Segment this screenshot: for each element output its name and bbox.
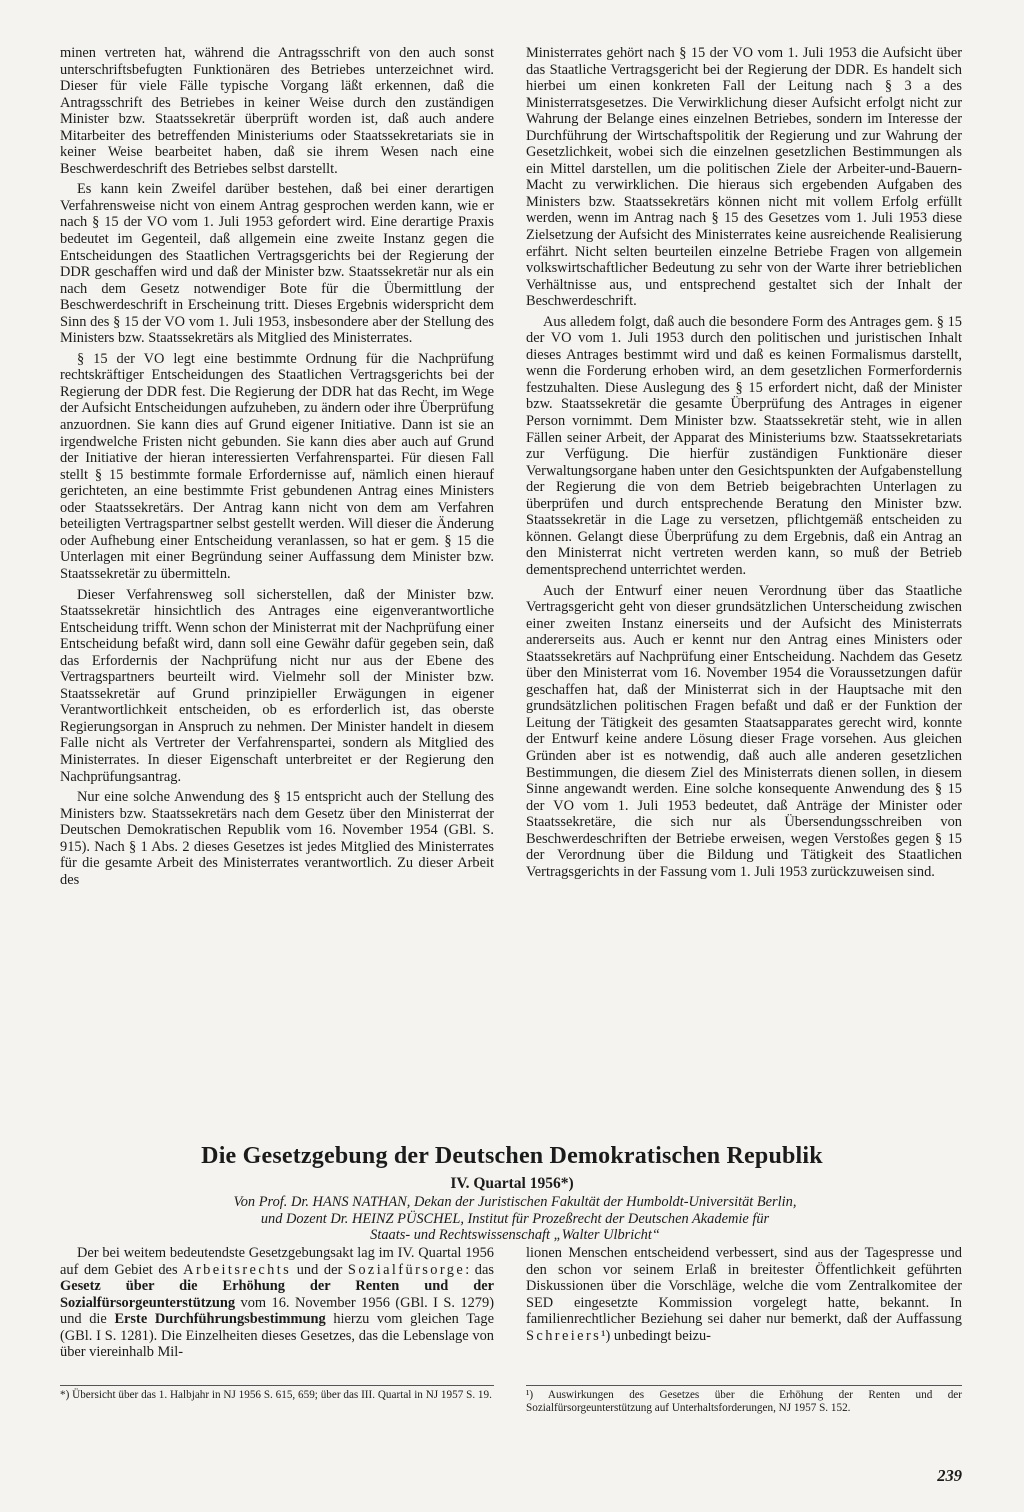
paragraph: Auch der Entwurf einer neuen Verordnung über das Staatliche Vertragsgericht geht von dieser grundsätzlichen Unterscheidung zwischen einer zweiten Instanz einerseits und der Aufsicht des Ministerrats andererseits aus. Auch er kennt nur den Antrag eines Ministers oder Staatssekretärs auf Nachprüfung einer Entscheidung. Nachdem das Gesetz über den Ministerrat vom 16. November 1954 die Voraussetzungen dafür geschaffen hat, daß der Ministerrat sich in der Hauptsache mit den grundsätzlichen politischen Fragen befaßt und daß er der Funktion der Leitung der Tätigkeit des gesamten Staatsapparates gerecht wird, konnte der Entwurf keine andere Lösung dieser Frage vorsehen. Aus gleichen Gründen aber ist es notwendig, daß auch alle anderen gesetzlichen Bestimmungen, die diesem Ziel des Ministerrats dienen sollen, in diesem Sinne angewandt werden. Eine solche konsequente Anwendung des § 15 der VO vom 1. Juli 1953 bedeutet, daß Anträge der Minister oder Staatssekretäre, die sich nur als Übersendungsschreiben von Beschwerdeschriften der Betriebe erweisen, wegen Verstoßes gegen § 15 der Verordnung über die Bildung und Tätigkeit des Staatlichen Vertragsgerichts in der Fassung vom 1. Juli 1953 zurückzuweisen sind. [526, 582, 962, 880]
text-run: : das [465, 1261, 494, 1278]
authors-line: Von Prof. Dr. HANS NATHAN, Dekan der Juristischen Fakultät der Humboldt-Universität Berlin, [233, 1194, 797, 1210]
text-run: Der bei weitem bedeutendste Gesetzgebungsakt lag im IV. Quartal 1956 auf dem Gebiet des [60, 1245, 494, 1278]
article-paragraph [60, 1245, 494, 1361]
text-run: lionen Menschen entscheidend verbessert, sind aus der Tagespresse und den schon vor seinem Erlaß in breitester Öffentlichkeit geführten Diskussionen über die Vorschläge, welche die vom Zentralkomitee der SED eingesetzte Kommission vorgelegt hatte, bekannt. In familienrechtlicher Beziehung sei daher nur bemerkt, daß der Auffassung [526, 1245, 962, 1328]
paragraph: Aus alledem folgt, daß auch die besondere Form des Antrages gem. § 15 der VO vom 1. Juli 1953 durch den politischen und juristischen Inhalt dieses Antrages bestimmt wird und daß es keinen Formalismus darstellt, wenn die Forderung erhoben wird, an dem gesetzlichen Formerfordernis festzuhalten. Diese Auslegung des § 15 erfordert nicht, daß der Minister bzw. Staatssekretär die gesamte Überprüfung des Antrages in eigener Person vornimmt. Dem Minister bzw. Staatssekretär steht, wie in allen Fällen seiner Arbeit, der Apparat des Ministeriums bzw. Staatssekretariats zur Verfügung. Die hierfür zuständigen Funktionäre dieser Verwaltungsorgane haben unter den Gesichtspunkten der Aufgabenstellung der Regierung die von dem Betrieb beigebrachten Unterlagen zu überprüfen und durch entsprechende Beratung den Minister bzw. Staatssekretär in die Lage zu versetzen, pflichtgemäß entscheiden zu können. Gelangt diese Überprüfung zu dem Ergebnis, daß ein Antrag an den Ministerrat nicht vertreten werden kann, so muß der Betrieb dementsprechend unterrichtet werden. [526, 313, 962, 578]
article-authors [100, 1194, 930, 1244]
footnote-left: *) Übersicht über das 1. Halbjahr in NJ 1956 S. 615, 659; über das III. Quartal in NJ 1957 S. 19. [60, 1385, 494, 1402]
emphasis-spaced: Sozialfürsorge [347, 1261, 466, 1278]
article-column-right [526, 1245, 962, 1344]
article-title: Die Gesetzgebung der Deutschen Demokratischen Republik [201, 1143, 823, 1169]
paragraph: Dieser Verfahrensweg soll sicherstellen, daß der Minister bzw. Staatssekretär hinsichtlich des Antrages eine eigenverantwortliche Entscheidung trifft. Wenn schon der Ministerrat mit der Nachprüfung einer Entscheidung befaßt wird, dann soll eine Gewähr dafür gegeben sein, daß das Erfordernis der Nachprüfung nicht nur aus der Ebene des Vertragspartners beurteilt wird. Vielmehr soll der Minister bzw. Staatssekretär auf Grund prinzipieller Erwägungen in eigener Verantwortlichkeit entscheiden, ob es erforderlich ist, das oberste Regierungsorgan in Anspruch zu nehmen. Der Minister handelt in diesem Falle nicht als Vertreter der Verfahrenspartei, sondern als Mitglied des Ministerrates. In dieser Eigenschaft unterbreitet er der Regierung den Nachprüfungsantrag. [60, 586, 494, 785]
text-run: vom 16. November 1956 (GBl. I S. 1279) und die [60, 1294, 494, 1328]
paragraph: § 15 der VO legt eine bestimmte Ordnung für die Nachprüfung rechtskräftiger Entscheidungen des Staatlichen Vertragsgerichts bei der Regierung der DDR fest. Die Regierung der DDR hat das Recht, im Wege der Aufsicht Entscheidungen aufzuheben, zu ändern oder ihre Überprüfung anzuordnen. Sie kann dies auf Grund eigener Initiative. Dann ist sie an irgendwelche Fristen nicht gebunden. Sie kann dies aber auch auf Grund der Initiative der hieran interessierten Verfahrenspartei. Für diesen Fall stellt § 15 bestimmte formale Erfordernisse auf, nämlich einen hierauf gerichteten, an eine bestimmte Frist gebundenen Antrag eines Ministers oder Staatssekretärs. Der Antrag kann nicht von dem am Verfahren beteiligten Vertragspartner selbst gestellt werden. Will dieser die Änderung oder Aufhebung einer Entscheidung veranlassen, so hat er gem. § 15 die Unterlagen mit einer Begründung seiner Auffassung dem Minister bzw. Staatssekretär zu übermitteln. [60, 350, 494, 582]
page-number: 239 [937, 1466, 962, 1485]
paragraph: Nur eine solche Anwendung des § 15 entspricht auch der Stellung des Ministers bzw. Staatssekretärs nach dem Gesetz über den Ministerrat der Deutschen Demokratischen Republik vom 16. November 1954 (GBl. S. 915). Nach § 1 Abs. 2 dieses Gesetzes ist jedes Mitglied des Ministerrates für die gesamte Arbeit des Ministerrates verantwortlich. Zu dieser Arbeit des [60, 789, 494, 888]
authors-line: und Dozent Dr. HEINZ PÜSCHEL, Institut für Prozeßrecht der Deutschen Akademie für [260, 1210, 770, 1227]
footnote-right: ¹) Auswirkungen des Gesetzes über die Erhöhung der Renten und der Sozialfürsorgeunterstützung auf Unterhaltsforderungen, NJ 1957 S. 152. [526, 1385, 962, 1415]
article-column-left [60, 1245, 494, 1361]
text-run: hierzu vom gleichen Tage (GBl. I S. 1281). Die Einzelheiten dieses Gesetzes, das die Lebenslage von über viereinhalb Mil- [60, 1311, 494, 1361]
law-title: Gesetz über die Erhöhung der Renten und der Sozialfürsorgeunterstützung [60, 1278, 494, 1311]
text-run: und der [291, 1261, 348, 1278]
emphasis-spaced: Arbeitsrechts [183, 1261, 292, 1278]
article-paragraph [526, 1245, 962, 1344]
text-column-right [526, 45, 962, 880]
authors-line: Staats- und Rechtswissenschaft „Walter Ulbricht“ [370, 1227, 660, 1243]
paragraph: Es kann kein Zweifel darüber bestehen, daß bei einer derartigen Verfahrensweise nicht von einem Antrag gesprochen werden kann, wie er nach § 15 der VO vom 1. Juli 1953 gefordert wird. Eine derartige Praxis bedeutet im Gegenteil, daß allgemein eine zweite Instanz gegen die Entscheidungen des Staatlichen Vertragsgerichts bei der Regierung der DDR geschaffen wird und daß der Minister bzw. Staatssekretär nur als ein nach dem Gesetz notwendiger Bote für die Übermittlung der Beschwerdeschrift in Erscheinung tritt. Dieses Ergebnis widerspricht dem Sinn des § 15 der VO vom 1. Juli 1953, insbesondere aber der Stellung des Ministers bzw. Staatssekretärs als Mitglied des Ministerrates. [60, 181, 494, 347]
paragraph: Ministerrates gehört nach § 15 der VO vom 1. Juli 1953 die Aufsicht über das Staatliche Vertragsgericht bei der Regierung der DDR. Es handelt sich hierbei um einen konkreten Fall der Leitung nach § 3 a des Ministerratsgesetzes. Die Verwirklichung dieser Aufsicht erfolgt nicht zur Wahrung der Belange eines einzelnen Betriebes, sondern im Interesse der Durchführung der Wirtschaftspolitik der Regierung und zur Wahrung der Gesetzlichkeit, wobei sich die einzelnen gesetzlichen Bestimmungen als ein Mittel darstellen, um die politischen Ziele der Arbeiter-und-Bauern-Macht zu verwirklichen. Die hieraus sich ergebenden Aufgaben des Ministers bzw. Staatssekretärs können nicht mit vollem Erfolg erfüllt werden, wenn im Antrag nach § 15 des Gesetzes vom 1. Juli 1953 diese Zielsetzung der Aufsicht des Ministerrates keine ausreichende Realisierung erfährt. Nicht selten beurteilen einzelne Betriebe Fragen von allgemein volkswirtschaftlicher Bedeutung zu sehr von der Warte ihrer betrieblichen Verhältnisse aus, und entsprechend gestaltet sich der Inhalt der Beschwerdeschrift. [526, 45, 962, 310]
text-run: ¹) unbedingt beizu- [601, 1327, 711, 1344]
article-subtitle: IV. Quartal 1956*) [450, 1175, 574, 1192]
paragraph: minen vertreten hat, während die Antragsschrift von den auch sonst unterschriftsbefugten Funktionären des Betriebes unterzeichnet wird. Dieser für viele Fälle typische Vorgang läßt erkennen, daß die Antragsschrift des Betriebes in keiner Weise durch den zuständigen Minister bzw. Staatssekretär überprüft worden ist, daß auch andere Mitarbeiter des betreffenden Ministeriums oder Staatssekretariats sie in keiner Weise bearbeitet haben, daß sie ihrem Wesen nach eine Beschwerdeschrift des Betriebes selbst darstellt. [60, 45, 494, 177]
law-title: Erste Durchführungsbestimmung [114, 1311, 326, 1328]
text-column-left [60, 45, 494, 888]
emphasis-spaced: Schreiers [526, 1327, 602, 1344]
